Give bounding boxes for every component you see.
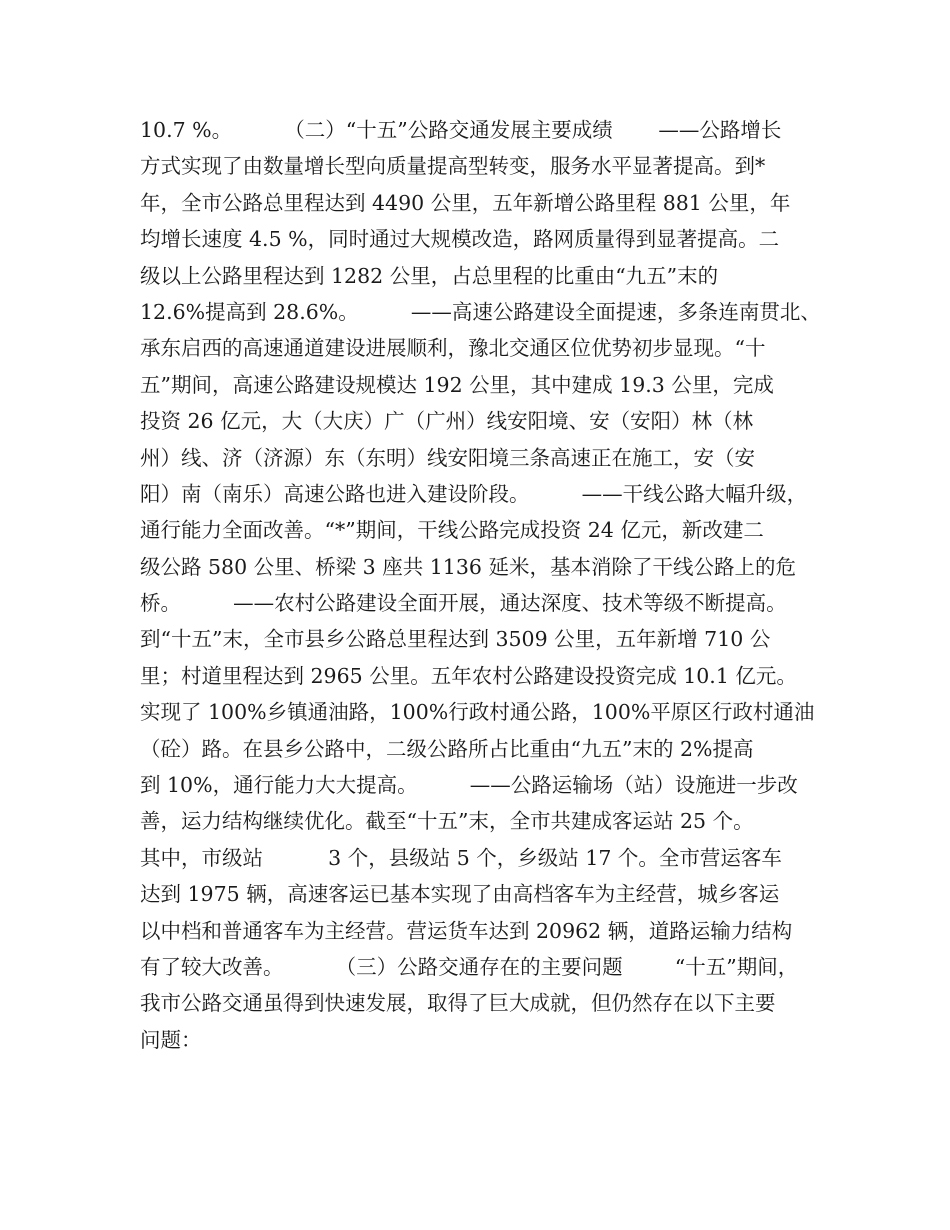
text-line: 投资 26 亿元，大（大庆）广（广州）线安阳境、安（安阳）林（林 bbox=[140, 409, 754, 434]
text-line: 州）线、济（济源）东（东明）线安阳境三条高速正在施工，安（安 bbox=[140, 445, 755, 470]
text-line: 其中，市级站 3 个，县级站 5 个，乡级站 17 个。全市营运客车 bbox=[140, 845, 782, 870]
text-line: 五”期间，高速公路建设规模达 192 公里，其中建成 19.3 公里，完成 bbox=[140, 372, 774, 397]
text-line: 方式实现了由数量增长型向质量提高型转变，服务水平显著提高。到* bbox=[140, 154, 766, 179]
text-line: 10.7 %。 （二）“十五”公路交通发展主要成绩 ——公路增长 bbox=[140, 118, 782, 142]
text-line: 到“十五”末，全市县乡公路总里程达到 3509 公里，五年新增 710 公 bbox=[140, 627, 771, 652]
text-line: 桥。 ——农村公路建设全面开展，通达深度、技术等级不断提高。 bbox=[140, 591, 787, 616]
text-line: 有了较大改善。 （三）公路交通存在的主要问题 “十五”期间， bbox=[140, 954, 799, 979]
text-line: 阳）南（南乐）高速公路也进入建设阶段。 ——干线公路大幅升级， bbox=[140, 481, 808, 506]
text-line: 级公路 580 公里、桥梁 3 座共 1136 延米，基本消除了干线公路上的危 bbox=[140, 554, 796, 579]
text-line: 善，运力结构继续优化。截至“十五”末，全市共建成客运站 25 个。 bbox=[140, 809, 754, 834]
text-line: 通行能力全面改善。“*”期间，干线公路完成投资 24 亿元，新改建二 bbox=[140, 518, 764, 543]
text-line: 我市公路交通虽得到快速发展，取得了巨大成就，但仍然存在以下主要 bbox=[140, 991, 776, 1016]
text-line: 承东启西的高速通道建设进展顺利，豫北交通区位优势初步显现。“十 bbox=[140, 336, 766, 361]
text-line: 均增长速度 4.5 %，同时通过大规模改造，路网质量得到显著提高。二 bbox=[140, 227, 780, 252]
text-line: 到 10%，通行能力大大提高。 ——公路运输场（站）设施进一步改 bbox=[140, 773, 798, 798]
text-line: 达到 1975 辆，高速客运已基本实现了由高档客车为主经营，城乡客运 bbox=[140, 882, 780, 907]
text-line: 实现了 100%乡镇通油路，100%行政村通公路，100%平原区行政村通油 bbox=[140, 700, 815, 725]
text-line: 里；村道里程达到 2965 公里。五年农村公路建设投资完成 10.1 亿元。 bbox=[140, 663, 797, 688]
text-line: 问题： bbox=[140, 1027, 202, 1052]
text-line: 12.6%提高到 28.6%。 ——高速公路建设全面提速，多条连南贯北、 bbox=[140, 299, 821, 324]
text-line: 以中档和普通客车为主经营。营运货车达到 20962 辆，道路运输力结构 bbox=[140, 918, 793, 943]
text-line: （砼）路。在县乡公路中，二级公路所占比重由“九五”末的 2%提高 bbox=[140, 736, 754, 761]
body-paragraph bbox=[140, 112, 830, 1058]
text-line: 年，全市公路总里程达到 4490 公里，五年新增公路里程 881 公里，年 bbox=[140, 190, 791, 215]
text-line: 级以上公路里程达到 1282 公里，占总里程的比重由“九五”末的 bbox=[140, 263, 719, 288]
